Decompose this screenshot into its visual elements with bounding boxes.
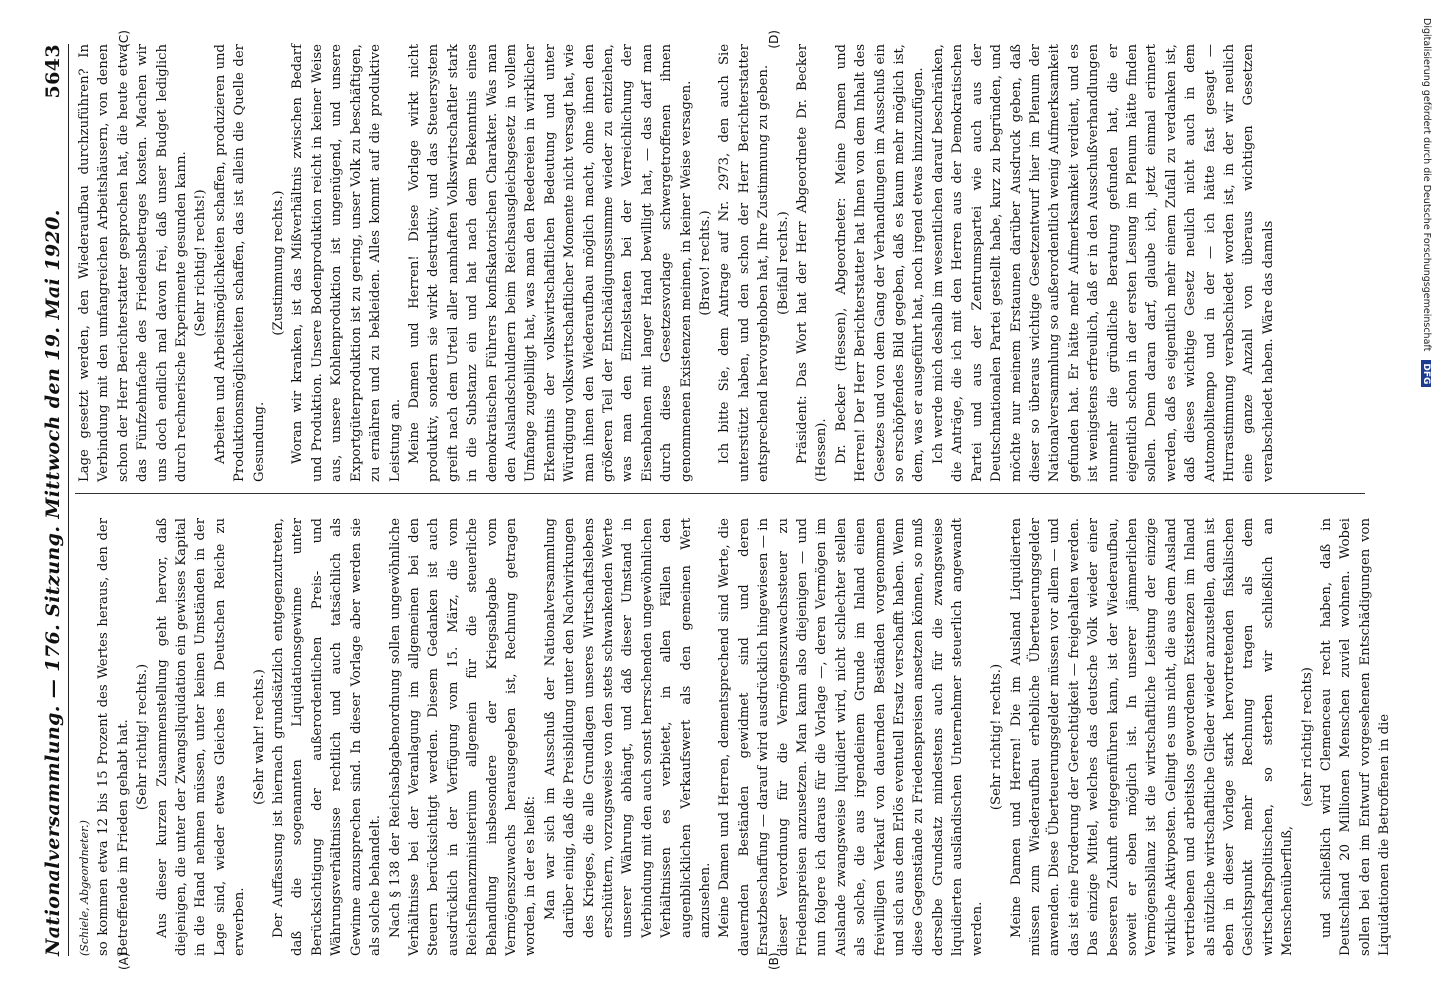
paragraph: Meine Damen und Herren, dementsprechend sind Werte, die dauernden Beständen gewidmet sind und deren Ersatzbeschaffung — darauf wird ausdrücklich hingewiesen — in dieser Verordnung für die Vermögenszuwachssteuer zu Friedenspreisen anzusetzen. Man kann also diejenigen — und nun folgere ich daraus für die Vorlage —, deren Vermögen im Auslande zwangsweise liquidiert wird, nicht schlechter stellen als solche, die aus irgendeinem Grunde im Inland einen freiwilligen Verkauf von dauernden Beständen vorgenommen und sich aus dem Erlös eventuell Ersatz verschafft haben. Wenn diese Gegenstände zu Friedenspreisen ansetzen können, so muß derselbe Grundsatz mindestens auch für die zwangsweise liquidierten ausländischen Unternehmer steuerlich angewandt werden. xyxy=(717,518,985,956)
margin-marker-b: (B) xyxy=(767,952,781,970)
interjection: (sehr richtig! rechts) xyxy=(1299,667,1315,807)
speaker-paragraph: Dr. Becker (Hessen), Abgeordneter: Meine Damen und Herren! Der Herr Berichterstatter hat Ihnen von dem Inhalt des Gesetzes und von dem Gang der Verhandlungen im Ausschuß ein so erschöpfendes Bild gegeben, daß es kaum mehr möglich ist, dem, was er ausgeführt hat, noch irgend etwas hinzuzufügen. xyxy=(833,44,927,482)
paragraph: Lage gesetzt werden, den Wiederaufbau durchzuführen? In Verbindung mit den umfangreichen Arbeitshäusern, von denen schon der Herr Berichterstatter gesprochen hat, die heute etwa das Fünfzehnfache des Friedensbetrages kosten. Machen wir uns doch endlich mal davon frei, daß unser Budget lediglich durch rechnerische Experimente gesunden kann. xyxy=(77,44,190,482)
interjection: (Zustimmung rechts.) xyxy=(271,190,287,336)
left-column xyxy=(75,518,1393,970)
paragraph: Der Auffassung ist hiernach grundsätzlich entgegenzutreten, daß die sogenannten Liquidationsgewinne unter Berücksichtigung der außerordentlichen Preis- und Währungsverhältnisse rechtlich und auch tatsächlich als Gewinne anzusprechen sind. In dieser Vorlage aber werden sie als solche behandelt. xyxy=(271,518,384,956)
dfg-logo: DFG xyxy=(1421,360,1431,387)
interjection: (Sehr wahr! rechts.) xyxy=(251,669,267,805)
speaker-paragraph: Präsident: Das Wort hat der Herr Abgeordnete Dr. Becker (Hessen). xyxy=(795,44,830,482)
paragraph: Arbeiten und Arbeitsmöglichkeiten schaffen, produzieren und Produktionsmöglichkeiten schaffen, das ist allein die Quelle der Gesundung. xyxy=(212,44,267,482)
margin-marker-a: (A) xyxy=(117,952,131,970)
speaker-continuation: (Schiele, Abgeordneter.) xyxy=(78,820,91,956)
paragraph: Meine Damen und Herren! Diese Vorlage wirkt nicht produktiv, sondern sie wirkt destruktiv, und das Steuersystem greift nach dem Urteil aller namhaften Volkswirtschaftler stark in die Substanz ein und hat nach dem Bekenntnis eines demokratischen Führers konfiskatorischen Charakter. Was man den Auslandschuldnern beim Reichsausgleichsgesetz in vollem Umfange zugebilligt hat, was man den Reedereien in wirklicher Erkenntnis der volkswirtschaftlichen Bedeutung und unter Würdigung volkswirtschaftlicher Momente nicht versagt hat, wie man ihnen den Wiederaufbau möglich macht, ohne ihnen den größeren Teil der Entschädigungssumme wieder zu entziehen, was man den Einzelstaaten bei der Verreichlichung der Eisenbahnen mit langer Hand bewilligt hat, — das darf man durch diese Gesetzesvorlage schwergetroffenen ihnen genommenen Existenzen meinen, in keiner Weise versagen. xyxy=(406,44,694,482)
digitization-credit xyxy=(1416,8,1432,768)
running-title: Nationalversammlung. — 176. Sitzung. Mittwoch den 19. Mai 1920. xyxy=(42,209,64,956)
interjection: (Sehr richtig! rechts!) xyxy=(193,189,209,337)
document-page xyxy=(32,30,1402,970)
paragraph: Nach § 138 der Reichsabgabenordnung sollen ungewöhnliche Verhältnisse bei der Veranlagung im allgemeinen bei den Steuern berücksichtigt werden. Diesem Gedanken ist auch ausdrücklich in der Verfügung vom 15. März, die vom Reichsfinanzministerium allgemein für die steuerliche Behandlung insbesondere der Kriegsabgabe vom Vermögenszuwachs herausgegeben ist, Rechnung getragen worden, in der es heißt: xyxy=(387,518,539,956)
paragraph: Aus dieser kurzen Zusammenstellung geht hervor, daß diejenigen, die unter der Zwangsliquidation ein gewisses Kapital in die Hand nehmen müssen, unter keinen Umständen in der Lage sind, wieder etwas Gleiches im Deutschen Reiche zu erwerben. xyxy=(154,518,248,956)
paragraph: und schließlich wird Clemenceau recht haben, daß in Deutschland 20 Millionen Menschen zuviel wohnen. Wobei sollen bei den im Entwurf vorgesehenen Entschädigungen von Liquidationen die Betroffenen in die xyxy=(1319,518,1393,956)
page-header xyxy=(42,44,69,956)
right-column xyxy=(75,30,1365,482)
interjection: (Sehr richtig! rechts.) xyxy=(989,663,1005,811)
paragraph: Ich bitte Sie, dem Antrage auf Nr. 2973, den auch Sie unterstützt haben, und den schon der Herr Berichterstatter entsprechend hervorgehoben hat, Ihre Zustimmung zu geben. xyxy=(717,44,772,482)
interjection: (Beifall rechts.) xyxy=(775,211,791,315)
paragraph: Ich werde mich deshalb im wesentlichen darauf beschränken, die Anträge, die ich mit den Herren aus der Demokratischen Partei und aus der Zentrumspartei wie auch aus der Deutschnationalen Partei gestellt habe, kurz zu begründen, und möchte nur meinem Erstaunen darüber Ausdruck geben, daß dieser so überaus wichtige Gesetzentwurf hier im Plenum der Nationalversammlung so außerordentlich wenig Aufmerksamkeit gefunden hat. Er hätte mehr Aufmerksamkeit verdient, und es ist wenigstens erfreulich, daß er in den Ausschußverhandlungen nunmehr die gründliche Beratung gefunden hat, die er eigentlich schon in der ersten Lesung im Plenum hätte finden sollen. Denn daran darf, glaube ich, jetzt einmal erinnert werden, daß es eigentlich mehr einem Zufall zu verdanken ist, daß dieses wichtige Gesetz neulich nicht auch in dem Automobiltempo und in der — ich hätte fast gesagt — Hurrastimmung verabschiedet worden ist, in der wir neulich eine ganze Anzahl von überaus wichtigen Gesetzen verabschiedet haben. Wäre das damals xyxy=(930,44,1276,482)
margin-marker-c: (C) xyxy=(117,30,131,48)
paragraph: Woran wir kranken, ist das Mißverhältnis zwischen Bedarf und Produktion. Unsere Bodenproduktion reicht in keiner Weise aus, unsere Kohlenproduktion ist ungenügend, und unsere Exportgüterproduktion ist zu gering, unser Volk zu beschäftigen, zu ernähren und zu bekleiden. Alles kommt auf die produktive Leistung an. xyxy=(290,44,403,482)
text-columns xyxy=(75,30,1393,970)
credit-text: Digitalisierung gefördert durch die Deutsche Forschungsgemeinschaft xyxy=(1421,18,1432,352)
paragraph: so kommen etwa 12 bis 15 Prozent des Wertes heraus, den der Betreffende im Frieden gehabt hat. xyxy=(96,518,131,956)
column-divider xyxy=(75,493,1365,494)
interjection: (Bravo! rechts.) xyxy=(698,210,713,316)
quotation: Man war sich im Ausschuß der Nationalversammlung darüber einig, daß die Preisbildung unter den Nachwirkungen des Krieges, die alle Grundlagen unseres Wirtschaftslebens erschüttern, vorzugsweise von den stets schwankenden Werte unserer Währung abhängt, und daß dieser Umstand in Verbindung mit den auch sonst herrschenden ungewöhnlichen Verhältnissen es verbietet, in allen Fällen den augenblicklichen Verkaufswert als den gemeinen Wert anzusehen. xyxy=(542,518,713,938)
margin-marker-d: (D) xyxy=(767,30,781,49)
paragraph: Meine Damen und Herren! Die im Ausland Liquidierten müssen zum Wiederaufbau erhebliche Überteuerungsgelder anwenden. Diese Überteuerungsgelder müssen vor allem — und das ist eine Forderung der Gerechtigkeit — freigehalten werden. Das einzige Mittel, welches das deutsche Volk wieder einer besseren Zukunft entgegenführen kann, ist der Wiederaufbau, soweit er eben möglich ist. In unserer jämmerlichen Vermögensbilanz ist die wirtschaftliche Leistung der einzige wirkliche Aktivposten. Gelingt es uns nicht, die aus dem Ausland vertriebenen und arbeitslos gewordenen Existenzen im Inland als nützliche wirtschaftliche Glieder wieder anzustellen, dann ist eben in dieser Vorlage stark hervortretenden fiskalischen Gesichtspunkt mehr Rechnung tragen als dem wirtschaftspolitischen, so sterben wir schließlich an Menschenüberfluß, xyxy=(1008,518,1296,956)
page-number: 5643 xyxy=(42,44,64,99)
interjection: (Sehr richtig! rechts.) xyxy=(135,663,151,811)
